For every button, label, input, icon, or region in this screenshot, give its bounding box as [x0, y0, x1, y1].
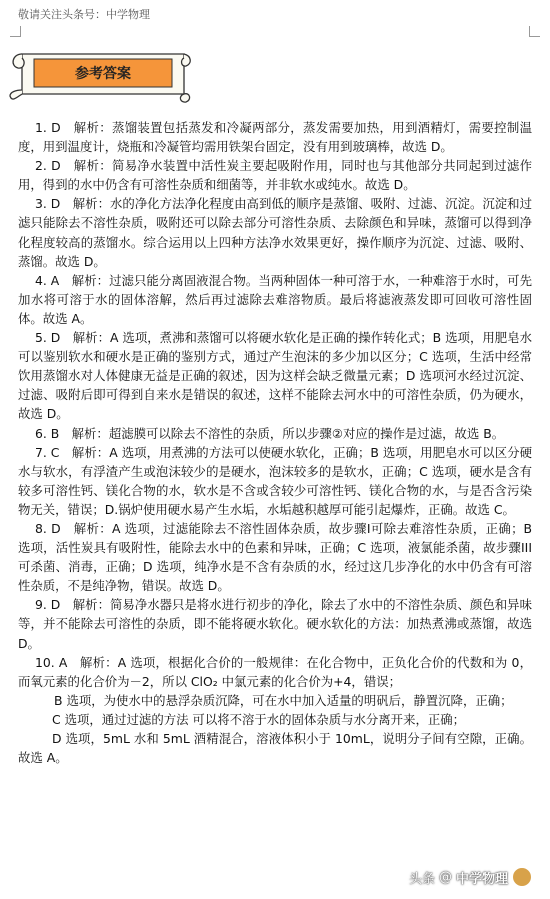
- answer-item: 3. D 解析：水的净化方法净化程度由高到低的顺序是蒸馏、吸附、过滤、沉淀。沉淀和过滤只能除去不溶性杂质，吸附还可以除去部分可溶性杂质、去除颜色和异味，蒸馏可以得到净化程度较高的蒸馏水。综合运用以上四种方法净水效果更好，操作顺序为沉淀、过滤、吸附、蒸馏。故选 D。: [18, 196, 532, 269]
- avatar: [512, 867, 532, 887]
- answer-10-option-d: D 选项，5mL 水和 5mL 酒精混合，溶液体积小于 10mL，说明分子间有空隙，正确。故选 A。: [18, 731, 532, 766]
- page-corner-mark-left: [10, 26, 21, 37]
- header-note: 敬请关注头条号：中学物理: [18, 8, 150, 21]
- page-corner-mark-right: [529, 26, 540, 37]
- answer-item: 7. C 解析：A 选项，用煮沸的方法可以使硬水软化，正确；B 选项，用肥皂水可以区分硬水与软水，有浮渣产生或泡沫较少的是硬水，泡沫较多的是软水，正确；C 选项，硬水是含有较多可溶性钙、镁化合物的水，软水是不含或含较少可溶性钙、镁化合物的水，与是否含污染物无关，错误；D.锅炉使用硬水易产生水垢，水垢越积越厚可能引起爆炸，正确。故选 C。: [18, 444, 532, 517]
- answer-item-10: 10. A 解析：A 选项，根据化合价的一般规律：在化合物中，正负化合价的代数和为 0，而氧元素的化合价为－2，所以 ClO₂ 中氯元素的化合价为+4，错误；: [18, 654, 532, 689]
- answer-item: 6. B 解析：超滤膜可以除去不溶性的杂质，所以步骤②对应的操作是过滤，故选 B。: [35, 425, 505, 441]
- source-watermark: [409, 867, 532, 887]
- answer-list: [18, 118, 532, 767]
- answer-10-option-b: B 选项，为使水中的悬浮杂质沉降，可在水中加入适量的明矾后，静置沉降，正确；: [54, 692, 513, 708]
- answer-item: 4. A 解析：过滤只能分离固液混合物。当两种固体一种可溶于水，一种难溶于水时，可先加水将可溶于水的固体溶解，然后再过滤除去难溶物质。最后将滤液蒸发即可回收可溶性固体。故选 A。: [18, 272, 532, 326]
- answer-item: 5. D 解析：A 选项，煮沸和蒸馏可以将硬水软化是正确的操作转化式；B 选项，用肥皂水可以鉴别软水和硬水是正确的鉴别方式，通过产生泡沫的多少加以区分；C 选项，生活中经常饮用蒸馏水对人体健康无益是正确的叙述，因为这样会缺乏微量元素；D 选项河水经过沉淀、过滤、吸附后即可得到自来水是错误的叙述，这样不能除去河水中的可溶性杂质，仍为硬水，故选 D。: [18, 330, 532, 422]
- answer-item: 9. D 解析：简易净水器只是将水进行初步的净化，除去了水中的不溶性杂质、颜色和异味等，并不能除去可溶性的杂质，即不能将硬水软化。硬水软化的方法：加热煮沸或蒸馏，故选 D。: [18, 597, 532, 651]
- banner-title: 参考答案: [75, 66, 131, 82]
- answer-item: 2. D 解析：简易净水装置中活性炭主要起吸附作用，同时也与其他部分共同起到过滤作用，得到的水中仍含有可溶性杂质和细菌等，并非软水或纯水。故选 D。: [18, 158, 532, 193]
- answer-10-option-c: C 选项，通过过滤的方法 可以将不溶于水的固体杂质与水分离开来，正确；: [52, 711, 466, 727]
- watermark-at: @: [438, 869, 452, 885]
- watermark-prefix: 头条: [408, 871, 435, 887]
- answer-banner: [8, 46, 192, 106]
- watermark-name: 中学物理: [455, 871, 508, 887]
- answer-item: 1. D 解析：蒸馏装置包括蒸发和冷凝两部分，蒸发需要加热，用到酒精灯，需要控制温度，用到温度计，烧瓶和冷凝管均需用铁架台固定，没有用到玻璃棒，故选 D。: [18, 120, 532, 155]
- answer-item: 8. D 解析：A 选项，过滤能除去不溶性固体杂质，故步骤I可除去难溶性杂质，正确；B 选项，活性炭具有吸附性，能除去水中的色素和异味，正确；C 选项，液氯能杀菌，故步骤III可杀菌、消毒，正确；D 选项，纯净水是不含有杂质的水，经过这几步净化的水中仍含有可溶性杂质，不是纯净物，错误。故选 D。: [18, 520, 532, 594]
